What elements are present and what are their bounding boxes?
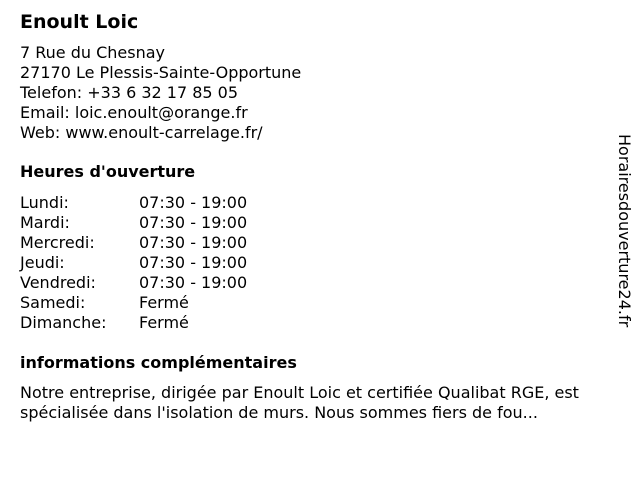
hours-value: Fermé: [139, 293, 189, 312]
hours-heading: Heures d'ouverture: [20, 162, 196, 181]
info-description: Notre entreprise, dirigée par Enoult Loic et certifiée Qualibat RGE, est spécialisée dans l'isolation de murs. Nous sommes fiers de fou...: [20, 383, 579, 422]
day-label: Vendredi:: [20, 273, 96, 292]
day-label: Mardi:: [20, 213, 70, 232]
hours-row-monday: [20, 193, 610, 213]
hours-row-saturday: [20, 293, 610, 313]
hours-value: 07:30 - 19:00: [139, 273, 248, 292]
hours-value: 07:30 - 19:00: [139, 253, 248, 272]
business-name: Enoult Loic: [20, 11, 139, 33]
hours-row-friday: [20, 273, 610, 293]
business-card: [20, 10, 610, 423]
street-address: 7 Rue du Chesnay: [20, 43, 166, 62]
hours-row-sunday: [20, 313, 610, 333]
day-label: Dimanche:: [20, 313, 107, 332]
hours-value: 07:30 - 19:00: [139, 193, 248, 212]
hours-value: 07:30 - 19:00: [139, 233, 248, 252]
website: Web: www.enoult-carrelage.fr/: [20, 123, 263, 142]
info-heading: informations complémentaires: [20, 353, 297, 372]
hours-row-thursday: [20, 253, 610, 273]
contact-block: [20, 43, 610, 143]
hours-row-tuesday: [20, 213, 610, 233]
hours-value: 07:30 - 19:00: [139, 213, 248, 232]
day-label: Lundi:: [20, 193, 69, 212]
hours-value: Fermé: [139, 313, 189, 332]
phone-number: Telefon: +33 6 32 17 85 05: [20, 83, 239, 102]
hours-table: [20, 193, 610, 333]
email-address: Email: loic.enoult@orange.fr: [20, 103, 248, 122]
day-label: Jeudi:: [20, 253, 65, 272]
site-watermark: Horairesdouverture24.fr: [615, 134, 634, 328]
hours-row-wednesday: [20, 233, 610, 253]
city-address: 27170 Le Plessis-Sainte-Opportune: [20, 63, 302, 82]
day-label: Mercredi:: [20, 233, 95, 252]
day-label: Samedi:: [20, 293, 86, 312]
